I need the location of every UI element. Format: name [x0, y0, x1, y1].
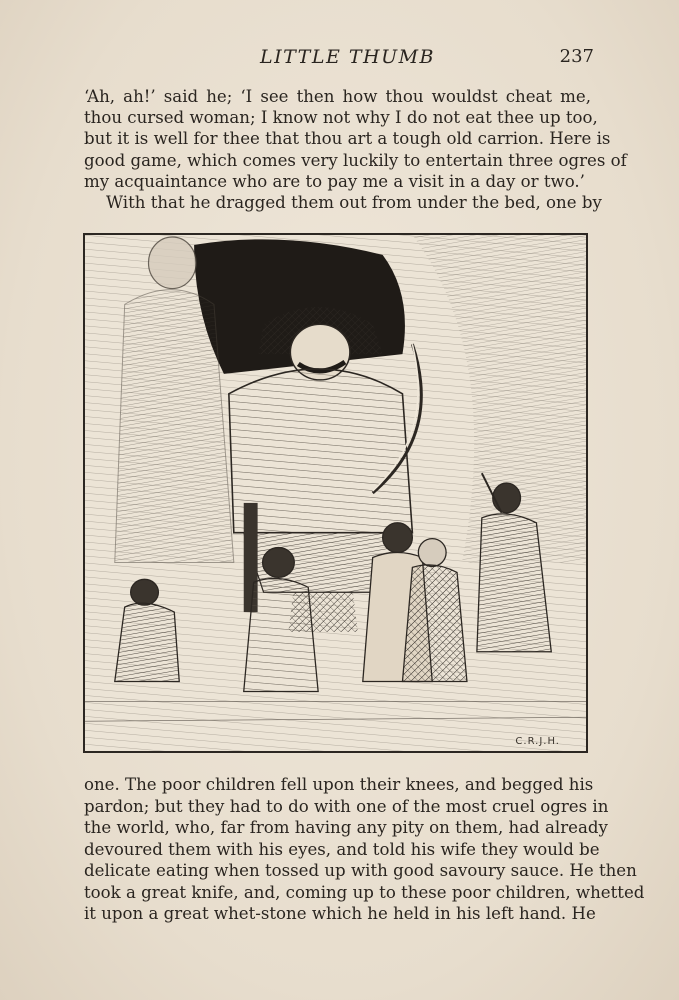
paragraph-ogre-speech: [84, 86, 627, 192]
text-line: ‘Ah, ah!’ said he; ‘I see then how thou wouldst cheat me,: [84, 87, 591, 106]
text-line: it upon a great whet-stone which he held in his left hand. He: [84, 904, 596, 923]
body-text-top: [84, 86, 627, 213]
page-number: 237: [559, 46, 594, 67]
text-line: the world, who, far from having any pity on them, had already: [84, 818, 608, 837]
engraving-drawing: [85, 235, 586, 751]
text-line: pardon; but they had to do with one of the most cruel ogres in: [84, 796, 609, 816]
text-line: thou cursed woman; I know not why I do not eat thee up too,: [84, 108, 598, 128]
running-title: LITTLE THUMB: [260, 46, 436, 68]
body-text-bottom: [84, 774, 645, 925]
paragraph-dragged-out: [84, 192, 602, 213]
illustrator-signature: C.R.J.H.: [515, 736, 560, 747]
text-line: delicate eating when tossed up with good savoury sauce. He then: [84, 861, 637, 880]
text-line: took a great knife, and, coming up to these poor children, whetted: [84, 882, 645, 902]
page-header: [84, 46, 594, 74]
text-line: but it is well for thee that thou art a tough old carrion. Here is: [84, 129, 611, 149]
text-line: devoured them with his eyes, and told his wife they would be: [84, 839, 600, 859]
illustration-ogre-and-children: [83, 233, 588, 753]
text-line: my acquaintance who are to pay me a visit in a day or two.’: [84, 171, 585, 191]
paragraph-children-beg: [84, 774, 645, 925]
text-line: good game, which comes very luckily to entertain three ogres of: [84, 150, 627, 170]
text-line: With that he dragged them out from under the bed, one by: [106, 193, 602, 213]
text-line: one. The poor children fell upon their knees, and begged his: [84, 775, 594, 794]
